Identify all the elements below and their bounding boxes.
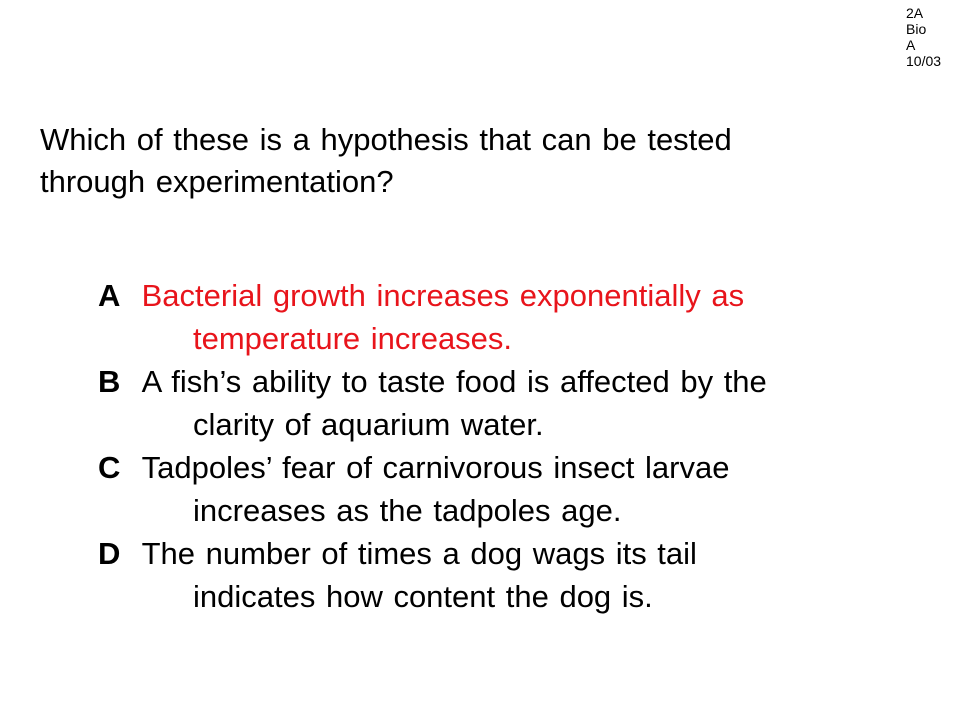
answer-choices — [98, 274, 918, 618]
choice-c-letter: C — [98, 450, 121, 485]
choice-b-text-line-2: clarity of aquarium water. — [193, 407, 544, 442]
corner-tag-line: A — [906, 37, 916, 53]
choice-a-letter: A — [98, 278, 121, 313]
choice-b-letter: B — [98, 364, 121, 399]
corner-tag — [906, 5, 956, 69]
choice-d-text-line-1: The number of times a dog wags its tail — [141, 536, 697, 571]
choice-c — [98, 446, 918, 532]
choice-a-text-line-2: temperature increases. — [193, 321, 513, 356]
corner-tag-line: 2A — [906, 5, 924, 21]
choice-d-letter: D — [98, 536, 121, 571]
choice-a-text-line-1: Bacterial growth increases exponentially as — [141, 278, 745, 313]
choice-d — [98, 532, 918, 618]
choice-d-text-line-2: indicates how content the dog is. — [193, 579, 653, 614]
choice-a — [98, 274, 918, 360]
choice-c-text-line-1: Tadpoles’ fear of carnivorous insect larvae — [141, 450, 730, 485]
corner-tag-line: Bio — [906, 21, 927, 37]
choice-b — [98, 360, 918, 446]
choice-c-text-line-2: increases as the tadpoles age. — [193, 493, 622, 528]
choice-b-text-line-1: A fish’s ability to taste food is affected by the — [141, 364, 767, 399]
question-line-1: Which of these is a hypothesis that can be tested — [40, 122, 732, 157]
question-text — [40, 119, 920, 203]
question-line-2: through experimentation? — [40, 164, 394, 199]
corner-tag-line: 10/03 — [906, 53, 942, 69]
